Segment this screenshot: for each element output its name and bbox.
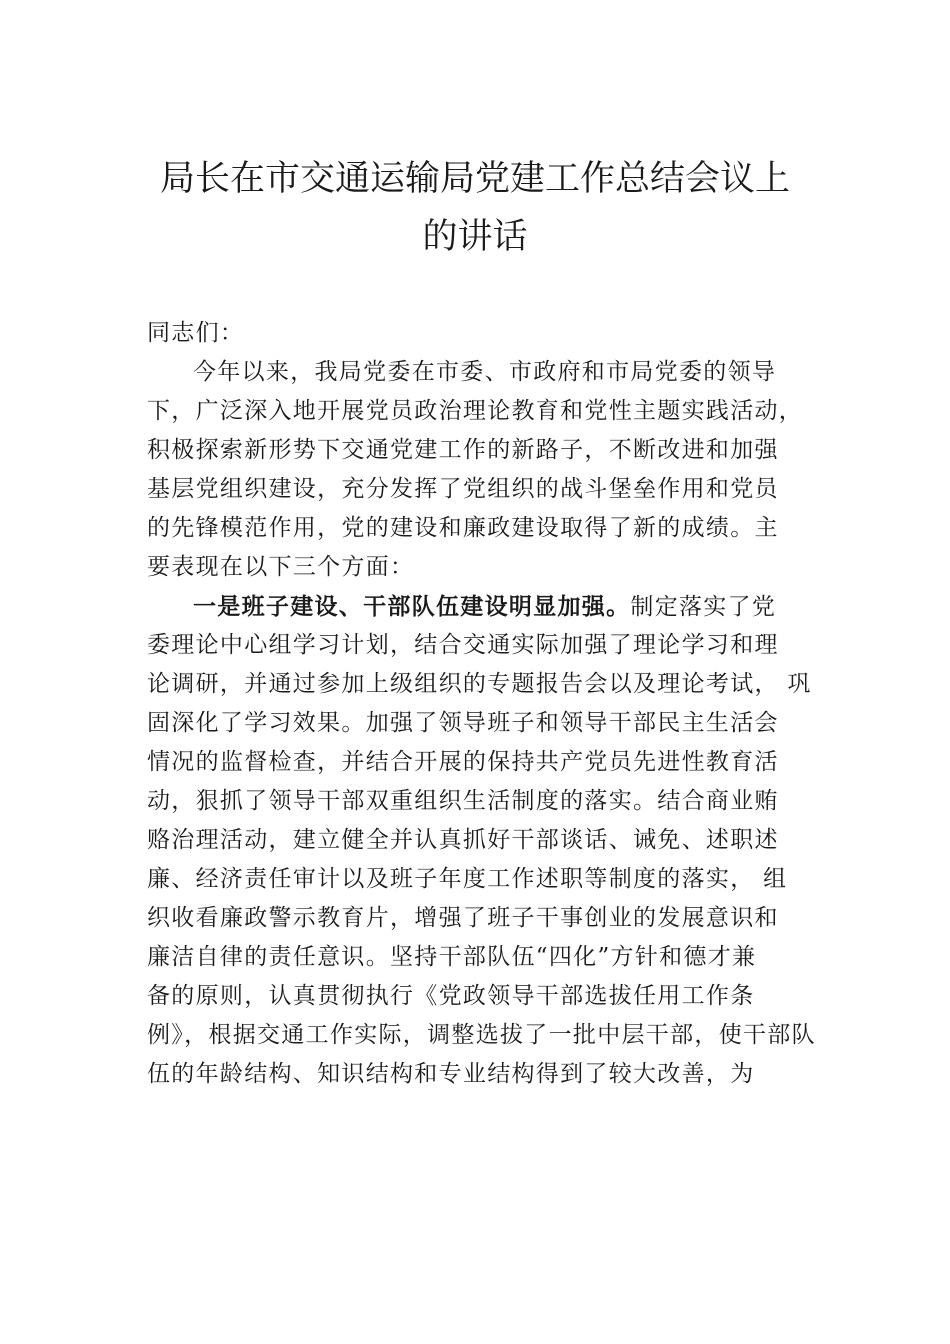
paragraph-line: 廉、经济责任审计以及班子年度工作述职等制度的落实， 组 [147, 866, 788, 892]
paragraph-line: 下，广泛深入地开展党员政治理论教育和党性主题实践活动， [147, 398, 804, 424]
salutation: 同志们： [147, 320, 245, 346]
document-title [130, 150, 820, 266]
title-line-2: 的讲话 [422, 217, 528, 257]
paragraph-line: 基层党组织建设，充分发挥了党组织的战斗堡垒作用和党员 [147, 476, 779, 502]
paragraph-line: 情况的监督检查，并结合开展的保持共产党员先进性教育活 [147, 749, 779, 775]
paragraph-line: 积极探索新形势下交通党建工作的新路子，不断改进和加强 [147, 437, 779, 463]
paragraph-line: 固深化了学习效果。加强了领导班子和领导干部民主生活会 [147, 710, 779, 736]
paragraph-1 [147, 353, 807, 587]
paragraph-line: 动，狠抓了领导干部双重组织生活制度的落实。结合商业贿 [147, 788, 779, 814]
paragraph-line: 的先锋模范作用，党的建设和廉政建设取得了新的成绩。主 [147, 515, 779, 541]
paragraph-line: 备的原则，认真贯彻执行《党政领导干部选拔任用工作条 [147, 983, 755, 1009]
paragraph-line: 织收看廉政警示教育片，增强了班子干事创业的发展意识和 [147, 905, 779, 931]
paragraph-line: 赂治理活动，建立健全并认真抓好干部谈话、诫免、述职述 [147, 827, 779, 853]
paragraph-line: 伍的年龄结构、知识结构和专业结构得到了较大改善，为 [147, 1061, 755, 1087]
paragraph-heading: 一是班子建设、干部队伍建设明显加强。 [193, 593, 631, 620]
paragraph-first-line [147, 587, 807, 626]
paragraph-line: 今年以来，我局党委在市委、市政府和市局党委的领导 [193, 359, 777, 385]
paragraph-line: 论调研，并通过参加上级组织的专题报告会以及理论考试， 巩 [147, 671, 812, 697]
paragraph-line: 委理论中心组学习计划，结合交通实际加强了理论学习和理 [147, 632, 779, 658]
paragraph-line: 廉洁自律的责任意识。坚持干部队伍“四化”方针和德才兼 [147, 944, 757, 970]
title-line-1: 局长在市交通运输局党建工作总结会议上 [159, 159, 790, 199]
paragraph-line-rest: 制定落实了党 [630, 594, 777, 620]
paragraph-line: 要表现在以下三个方面： [147, 554, 415, 580]
document-body [147, 314, 816, 1094]
paragraph-2 [147, 587, 816, 1094]
paragraph-line: 例》，根据交通工作实际，调整选拔了一批中层干部，使干部队 [147, 1022, 816, 1048]
